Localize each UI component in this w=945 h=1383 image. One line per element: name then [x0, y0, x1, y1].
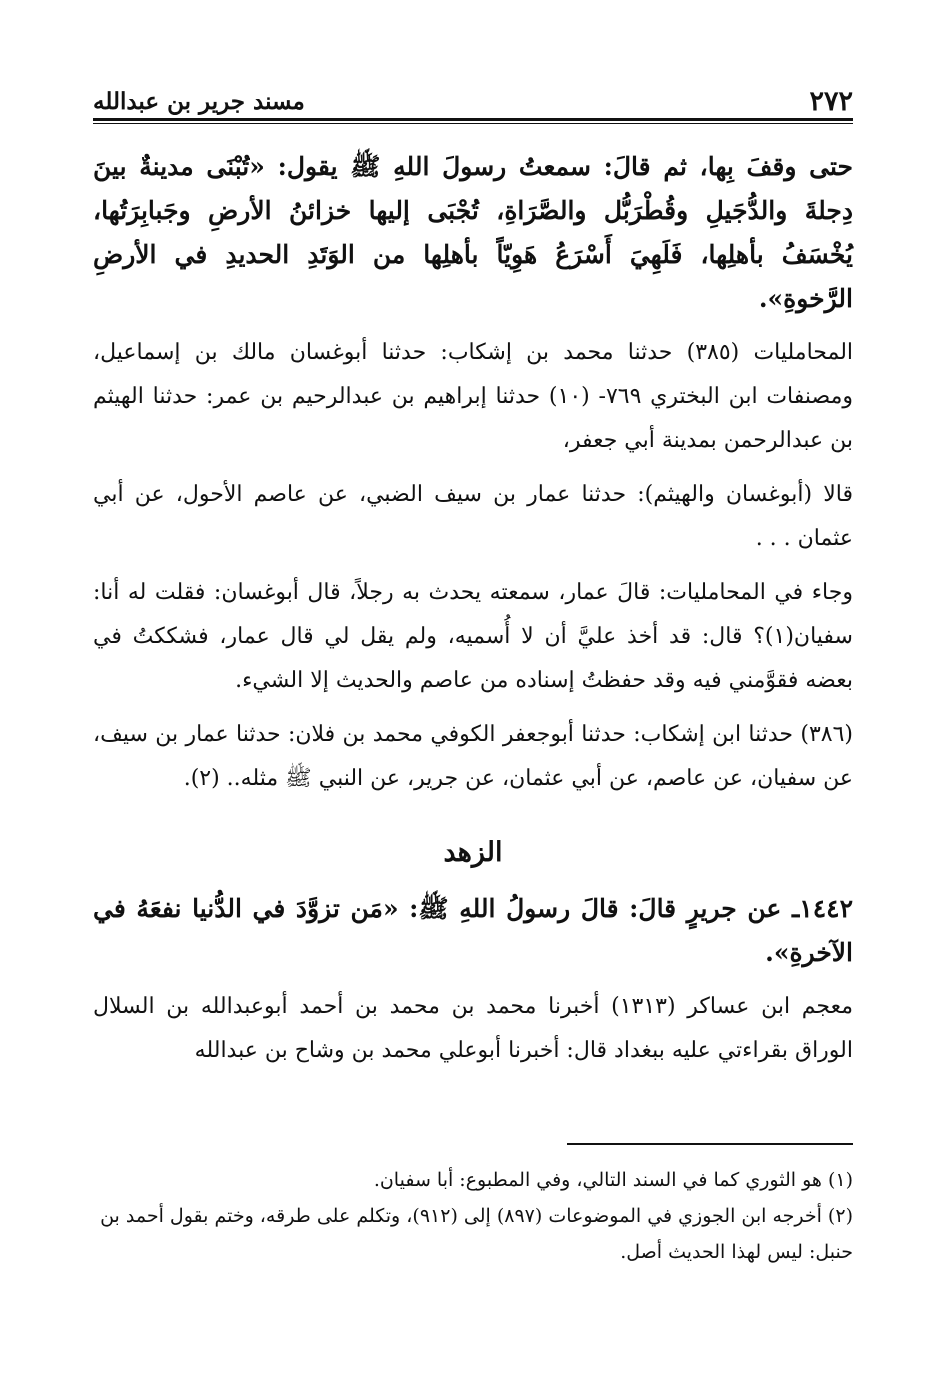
isnad-paragraph: (٣٨٦) حدثنا ابن إشكاب: حدثنا أبوجعفر الكوفي محمد بن فلان: حدثنا عمار بن سيف، عن سفيان، عن عاصم، عن أبي عثمان، عن جرير، عن النبي ﷺ مثله.. (٢).	[93, 722, 853, 791]
main-text	[93, 145, 853, 1073]
header-rule-thin	[93, 123, 853, 124]
page-header	[93, 84, 853, 124]
isnad-paragraph: قالا (أبوغسان والهيثم): حدثنا عمار بن سيف الضبي، عن عاصم الأحول، عن أبي عثمان . . .	[93, 482, 853, 551]
page-number: ٢٧٢	[809, 86, 853, 117]
section-title: الزهد	[443, 837, 503, 868]
isnad-paragraph: معجم ابن عساكر (١٣١٣) أخبرنا محمد بن محمد بن أحمد أبوعبدالله بن السلال الوراق بقراءتي عليه ببغداد قال: أخبرنا أبوعلي محمد بن وشاح بن عبدالله	[93, 994, 853, 1063]
header-rule-thick	[93, 118, 853, 121]
footnote: (٢) أخرجه ابن الجوزي في الموضوعات (٨٩٧) إلى (٩١٢)، وتكلم على طرقه، وختم بقول أحمد بن حنبل: ليس لهذا الحديث أصل.	[100, 1205, 853, 1263]
hadith-text: حتى وقفَ بِها، ثم قالَ: سمعتُ رسولَ اللهِ ﷺ يقول: «تُبْنَى مدينةٌ بينَ دِجلةَ والدُّجَيلِ وقُطْرَبُّل والصَّرَاةِ، تُجْبَى إليها خزائنُ الأرضِ وجَبابِرَتُها، يُخْسَفُ بأهلِها، فَلَهِيَ أَسْرَعُ هَوِيّاً بأهلِها من الوَتَدِ الحديدِ في الأرضِ الرَّخوةِ».	[93, 152, 853, 313]
running-title: مسند جرير بن عبدالله	[93, 88, 305, 115]
footnotes	[93, 1162, 853, 1270]
footnote-separator	[567, 1143, 853, 1145]
isnad-paragraph: المحامليات (٣٨٥) حدثنا محمد بن إشكاب: حدثنا أبوغسان مالك بن إسماعيل، ومصنفات ابن البختري ٧٦٩- (١٠) حدثنا إبراهيم بن عبدالرحيم بن عمر: حدثنا الهيثم بن عبدالرحمن بمدينة أبي جعفر،	[93, 340, 854, 453]
footnote: (١) هو الثوري كما في السند التالي، وفي المطبوع: أبا سفيان.	[373, 1169, 853, 1191]
hadith-text: ١٤٤٢ـ عن جريرٍ قالَ: قالَ رسولُ اللهِ ﷺ: «مَن تزوَّدَ في الدُّنيا نفعَهُ في الآخرةِ».	[93, 894, 853, 967]
isnad-paragraph: وجاء في المحامليات: قالَ عمار، سمعته يحدث به رجلاً، قال أبوغسان: فقلت له أنا: سفيان(١)؟ قال: قد أخذ عليَّ أن لا أُسميه، ولم يقل لي قال عمار، فشككتُ في بعضه فقوَّمني فيه وقد حفظتُ إسناده من عاصم والحديث إلا الشيء.	[93, 580, 853, 693]
